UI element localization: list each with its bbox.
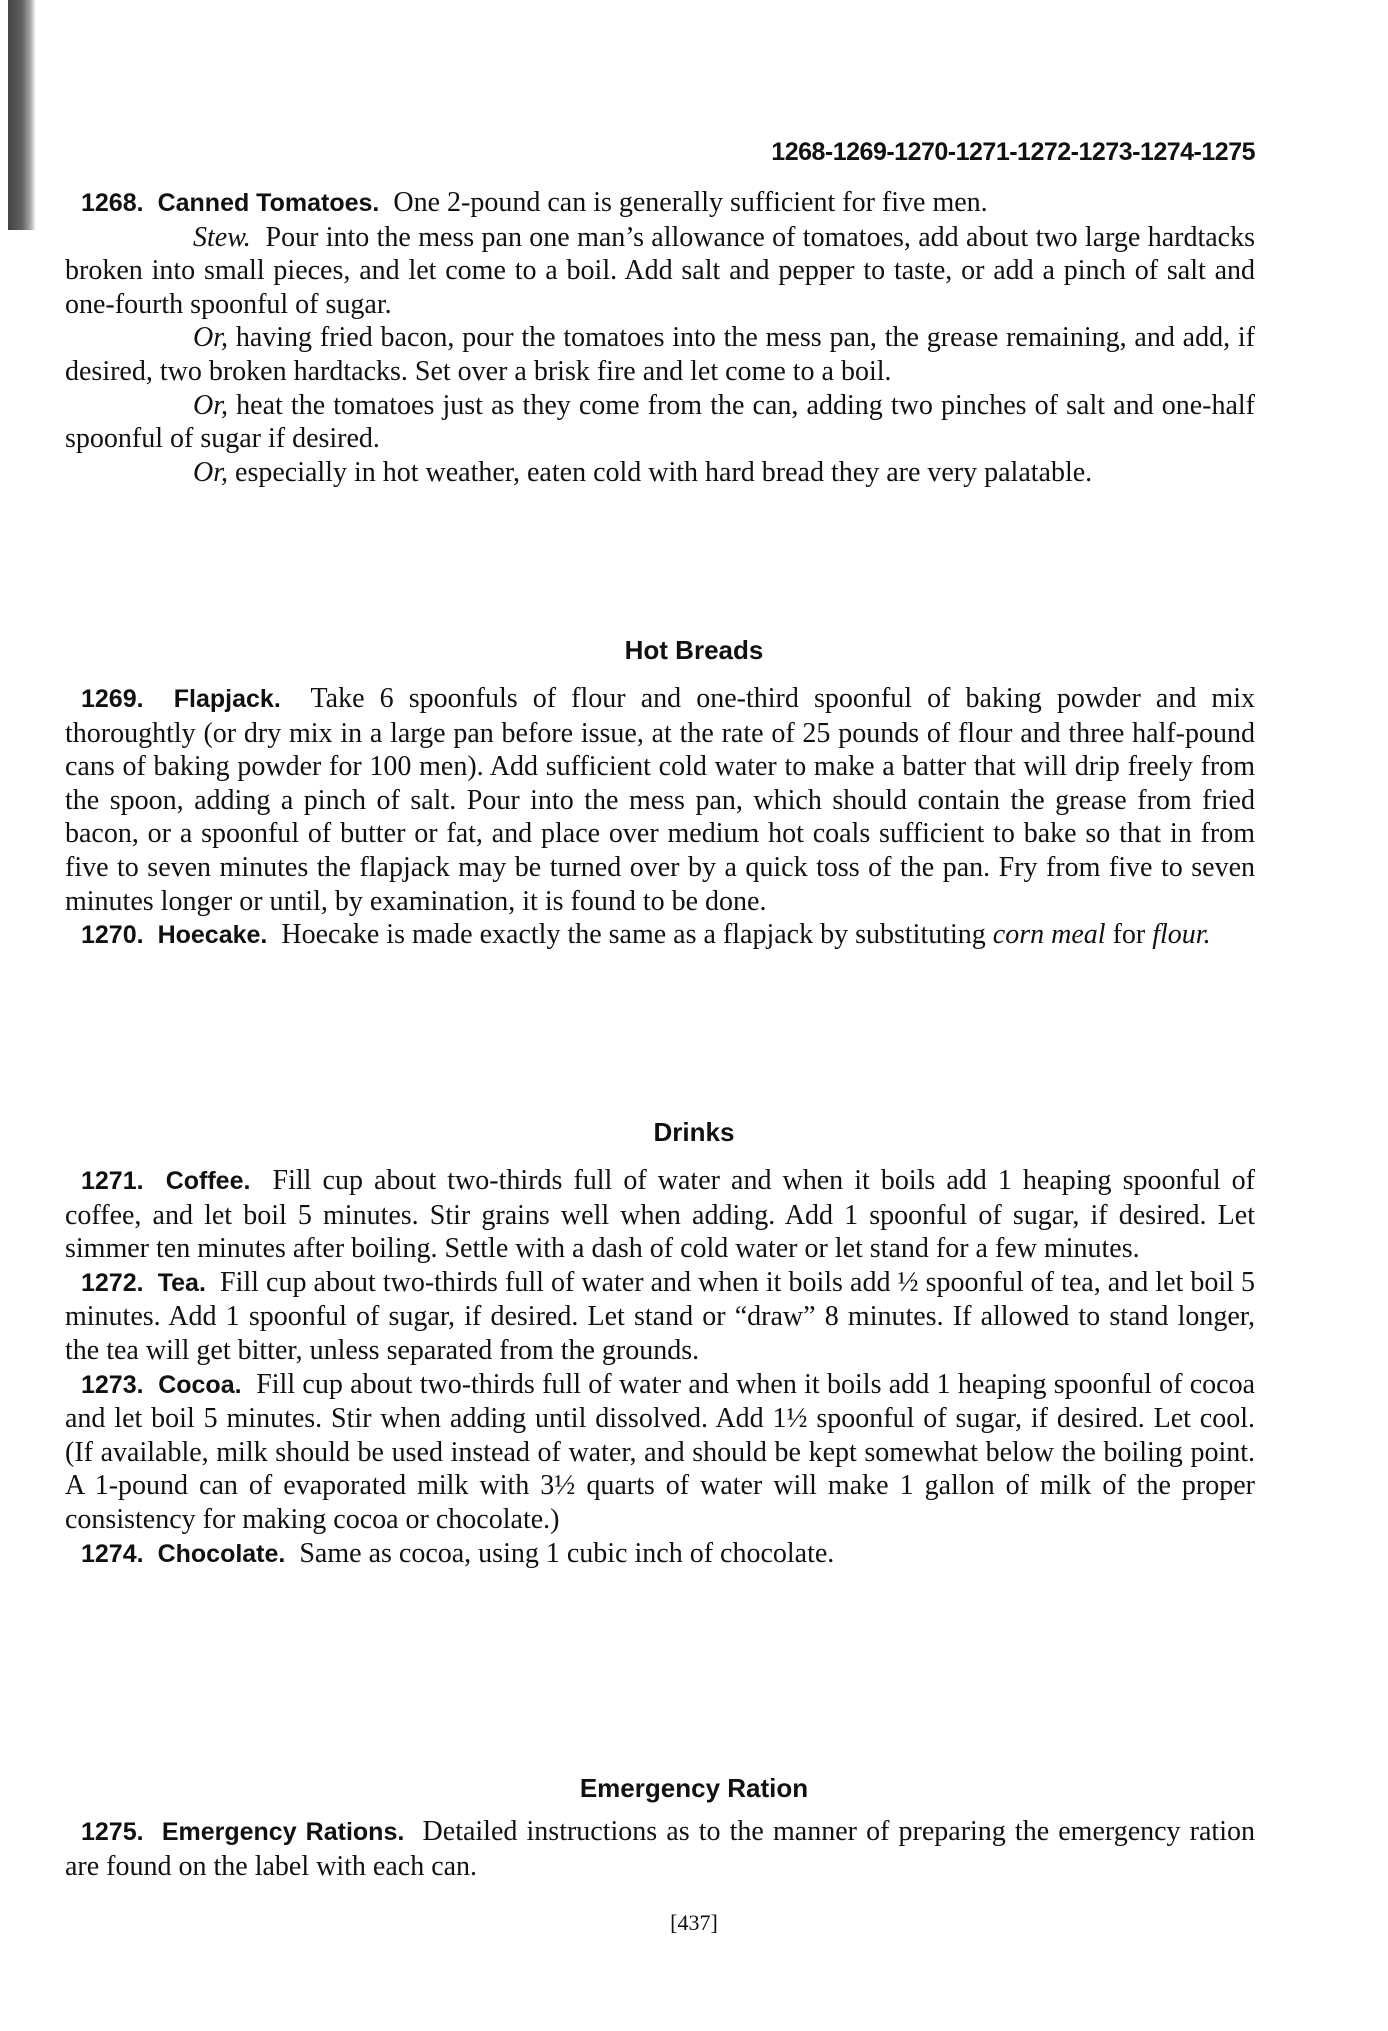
entry-1270 bbox=[65, 918, 1255, 953]
entry-title: Canned Tomatoes. bbox=[157, 189, 380, 217]
entry-title: Hoecake. bbox=[157, 921, 268, 950]
entry-1268-block bbox=[65, 186, 1255, 489]
entry-number: 1269. bbox=[81, 685, 144, 713]
entry-title: Tea. bbox=[157, 1268, 206, 1297]
entry-text: Detailed instructions as to the manner of preparing the emergency ration are found on the label with each can. bbox=[65, 1816, 1255, 1882]
entry-1274 bbox=[65, 1537, 1255, 1572]
entry-1268-or-1 bbox=[65, 321, 1255, 388]
running-head: 1268-1269-1270-1271-1272-1273-1274-1275 bbox=[771, 138, 1255, 166]
lead-word: Or, bbox=[193, 456, 229, 488]
entry-number: 1271. bbox=[81, 1167, 144, 1195]
emphasis: flour. bbox=[1152, 919, 1211, 951]
entry-text: Fill cup about two-thirds full of water and when it boils add 1 heaping spoonful of cocoa and let boil 5 minutes. Stir when adding until dissolved. Add 1½ spoonful of sugar, if desired. Let cool. (If available, milk should be used instead of water, and should be kept somewhat below the boiling point. A 1-pound can of evaporated milk with 3½ quarts of water will make 1 gallon of milk of the proper consistency for making cocoa or chocolate.) bbox=[65, 1368, 1256, 1535]
entry-number: 1275. bbox=[81, 1818, 144, 1846]
drinks-block bbox=[65, 1164, 1255, 1571]
entry-1268-stew bbox=[65, 221, 1255, 322]
entry-1269 bbox=[65, 682, 1255, 918]
entry-1272 bbox=[65, 1266, 1255, 1368]
entry-text: One 2-pound can is generally sufficient for five men. bbox=[393, 187, 988, 218]
lead-word: Stew. bbox=[193, 221, 251, 253]
entry-number: 1268. bbox=[81, 189, 144, 217]
entry-text: Take 6 spoonfuls of flour and one-third spoonful of baking powder and mix thoroughtly (or dry mix in a large pan before issue, at the rate of 25 pounds of flour and three half-pound cans of baking powder for 100 men). Add sufficient cold water to make a batter that will drip freely from the spoon, adding a pinch of salt. Pour into the mess pan, which should contain the grease from fried bacon, or a spoonful of butter or fat, and place over medium hot coals sufficient to bake so that in from five to seven minutes the flapjack may be turned over by a quick toss of the pan. Fry from five to seven minutes longer or until, by examination, it is found to be done. bbox=[65, 683, 1255, 917]
entry-title: Coffee. bbox=[165, 1167, 251, 1195]
entry-number: 1273. bbox=[81, 1370, 144, 1399]
page-number: [437] bbox=[670, 1910, 718, 1935]
lead-word: Or, bbox=[193, 322, 229, 354]
section-heading-drinks: Drinks bbox=[653, 1117, 735, 1147]
hot-breads-block bbox=[65, 682, 1255, 953]
binding-edge-scan-mark bbox=[8, 0, 36, 230]
emergency-block bbox=[65, 1815, 1255, 1883]
entry-text: Hoecake is made exactly the same as a flapjack by substituting bbox=[281, 919, 986, 951]
entry-text: Pour into the mess pan one man’s allowance of tomatoes, add about two large hardtacks broken into small pieces, and let come to a boil. Add salt and pepper to taste, or add a pinch of salt and one-fourth spoonful of sugar. bbox=[65, 221, 1255, 320]
entry-title: Emergency Rations. bbox=[161, 1818, 405, 1846]
section-heading-emergency-ration: Emergency Ration bbox=[579, 1773, 809, 1803]
lead-word: Or, bbox=[193, 389, 229, 421]
entry-text: heat the tomatoes just as they come from the can, adding two pinches of salt and one-half spoonful of sugar if desired. bbox=[65, 389, 1256, 455]
section-heading-hot-breads: Hot Breads bbox=[624, 635, 764, 665]
entry-number: 1270. bbox=[81, 921, 144, 950]
entry-text: for bbox=[1112, 919, 1146, 951]
entry-title: Cocoa. bbox=[158, 1370, 242, 1399]
entry-1271 bbox=[65, 1164, 1255, 1266]
entry-number: 1272. bbox=[81, 1268, 144, 1297]
entry-1268 bbox=[65, 186, 1255, 221]
entry-1275 bbox=[65, 1815, 1255, 1883]
entry-1268-or-2 bbox=[65, 389, 1255, 456]
entry-text: Fill cup about two-thirds full of water and when it boils add ½ spoonful of tea, and let boil 5 minutes. Add 1 spoonful of sugar, if desired. Let stand or “draw” 8 minutes. If allowed to stand longer, the tea will get bitter, unless separated from the grounds. bbox=[65, 1266, 1256, 1366]
entry-text: Fill cup about two-thirds full of water and when it boils add 1 heaping spoonful of coffee, and let boil 5 minutes. Stir grains well when adding. Add 1 spoonful of sugar, if desired. Let simmer ten minutes after boiling. Settle with a dash of cold water or let stand for a few minutes. bbox=[65, 1165, 1255, 1265]
entry-title: Flapjack. bbox=[173, 685, 281, 713]
entry-1268-or-3 bbox=[65, 456, 1255, 490]
entry-text: having fried bacon, pour the tomatoes into the mess pan, the grease remaining, and add, if desired, two broken hardtacks. Set over a brisk fire and let come to a boil. bbox=[65, 322, 1256, 387]
entry-text: Same as cocoa, using 1 cubic inch of chocolate. bbox=[299, 1537, 835, 1569]
entry-number: 1274. bbox=[81, 1539, 144, 1568]
entry-1273 bbox=[65, 1368, 1255, 1537]
emphasis: corn meal bbox=[992, 919, 1106, 951]
entry-title: Chocolate. bbox=[157, 1539, 286, 1568]
entry-text: especially in hot weather, eaten cold with hard bread they are very palatable. bbox=[235, 456, 1093, 488]
